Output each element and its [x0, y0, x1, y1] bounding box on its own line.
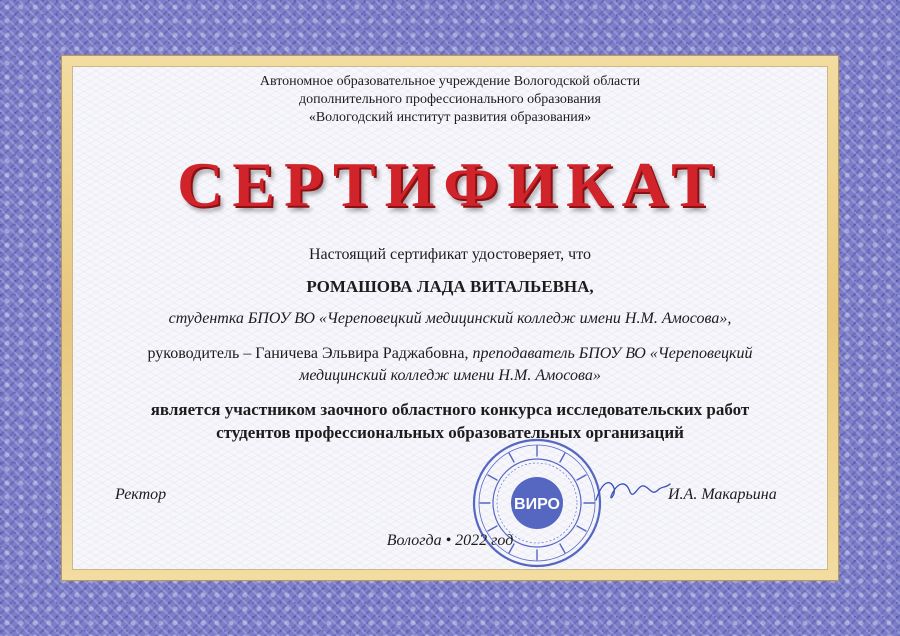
supervisor-role-1: преподаватель БПОУ ВО «Череповецкий: [472, 345, 753, 362]
supervisor-line: [0, 345, 900, 363]
result-line-2: студентов профессиональных образовательных организаций: [216, 423, 684, 442]
supervisor-role-2: медицинский колледж имени Н.М. Амосова»: [299, 367, 601, 384]
supervisor-name: руководитель – Ганичева Эльвира Раджабовна,: [147, 345, 469, 362]
recipient-institution: студентка БПОУ ВО «Череповецкий медицинский колледж имени Н.М. Амосова»,: [168, 310, 732, 327]
result-line-1: является участником заочного областного конкурса исследовательских работ: [150, 400, 750, 419]
org-line-2: дополнительного профессионального образования: [299, 92, 601, 107]
recipient-name: РОМАШОВА ЛАДА ВИТАЛЬЕВНА,: [306, 277, 594, 296]
org-line-1: Автономное образовательное учреждение Вологодской области: [259, 74, 641, 89]
attest-text: Настоящий сертификат удостоверяет, что: [309, 246, 591, 263]
signatory-name: И.А. Макарьина: [668, 486, 777, 503]
place-and-year: Вологда • 2022 год: [386, 532, 514, 549]
signatory-position: Ректор: [115, 486, 167, 503]
certificate-title: СЕРТИФИКАТ: [177, 149, 723, 220]
org-line-3: «Вологодский институт развития образования»: [308, 110, 592, 125]
rector-signature: [592, 470, 672, 510]
seal-center-text: ВИРО: [514, 496, 560, 513]
